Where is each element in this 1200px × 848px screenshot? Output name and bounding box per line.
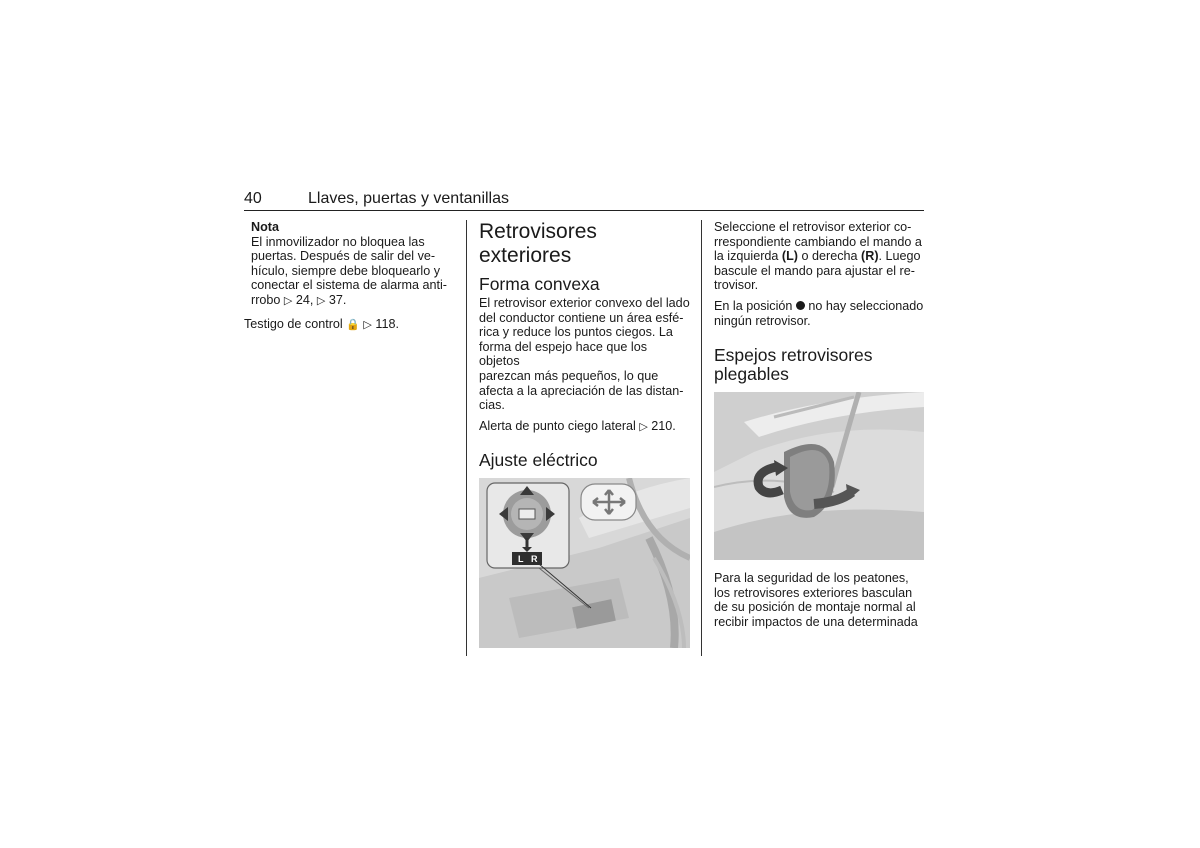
subsection-title: Ajuste eléctrico [479,450,598,471]
switch-left-label: L [518,554,524,565]
control-light-text: Testigo de control [244,316,347,331]
note-title: Nota [251,220,279,234]
body-line: de su posición de montaje normal al [714,600,916,615]
page-ref-arrow-icon: ▷ [363,318,372,331]
page-ref-arrow-icon: ▷ [316,294,326,307]
body-line: rica y reduce los puntos ciegos. La [479,325,673,340]
right-key-label: (R) [861,249,879,264]
body-line: cias. [479,398,505,413]
body-line: los retrovisores exteriores basculan [714,585,913,600]
mirror-switch-illustration [479,478,690,648]
column-1 [244,220,458,332]
note-box [244,220,458,309]
immobilizer-light-icon: 🔒 [346,318,360,331]
body-text: o derecha [798,249,862,264]
body-line: rrespondiente cambiando el mando a [714,234,922,249]
body-line: del conductor contiene un área esfé- [479,310,684,325]
body-line: ningún retrovisor. [714,313,811,328]
page-ref-link[interactable]: 210. [651,418,676,433]
body-line [714,249,926,264]
body-line: recibir impactos de una determinada [714,614,918,629]
page-ref-arrow-icon: ▷ [283,294,293,307]
subsection-title: Forma convexa [479,274,600,294]
page-ref-link[interactable]: 37. [328,292,347,307]
left-key-label: (L) [781,249,799,264]
column-2 [479,220,690,648]
control-light-line [244,317,458,333]
switch-right-label: R [531,554,538,565]
body-text: Alerta de punto ciego lateral [479,418,640,433]
section-title: Retrovisores exteriores [479,220,597,267]
body-line: afecta a la apreciación de las distan- [479,383,684,398]
page-header [244,188,924,211]
page-ref-link[interactable]: 24 [295,292,310,307]
body-line: bascule el mando para ajustar el re- [714,263,915,278]
column-3 [714,220,926,630]
body-line: trovisor. [714,278,759,293]
note-line: conectar el sistema de alarma anti- [251,278,447,293]
body-line: forma del espejo hace que los objetos [479,339,648,369]
body-line [714,299,926,314]
chapter-title: Llaves, puertas y ventanillas [308,190,509,207]
body-line: Seleccione el retrovisor exterior co- [714,220,912,234]
subsection-title: plegables [714,364,789,385]
folding-mirror-illustration [714,392,924,560]
body-text: En la posición [714,298,796,313]
page-ref-link[interactable]: 118. [375,316,399,331]
body-line: parezcan más pequeños, lo que [479,368,659,383]
note-line: hículo, siempre debe bloquearlo y [251,263,441,278]
note-text: rrobo [251,292,284,307]
column-divider [466,220,467,656]
body-text: la izquierda [714,249,782,264]
body-text: . Luego [878,249,921,264]
body-text: no hay seleccionado [804,298,924,313]
body-line: El retrovisor exterior convexo del lado [479,296,690,310]
body-line: Para la seguridad de los peatones, [714,571,909,586]
page-number: 40 [244,190,262,207]
blindspot-line [479,419,690,435]
column-divider [701,220,702,656]
note-line: puertas. Después de salir del ve- [251,249,436,264]
page-ref-arrow-icon: ▷ [639,420,648,433]
subsection-title: Espejos retrovisores [714,345,873,366]
note-line: El inmovilizador no bloquea las [251,234,425,249]
note-line: rrobo ▷ 24, ▷ 37. [251,292,347,307]
neutral-position-dot-icon [796,301,805,310]
